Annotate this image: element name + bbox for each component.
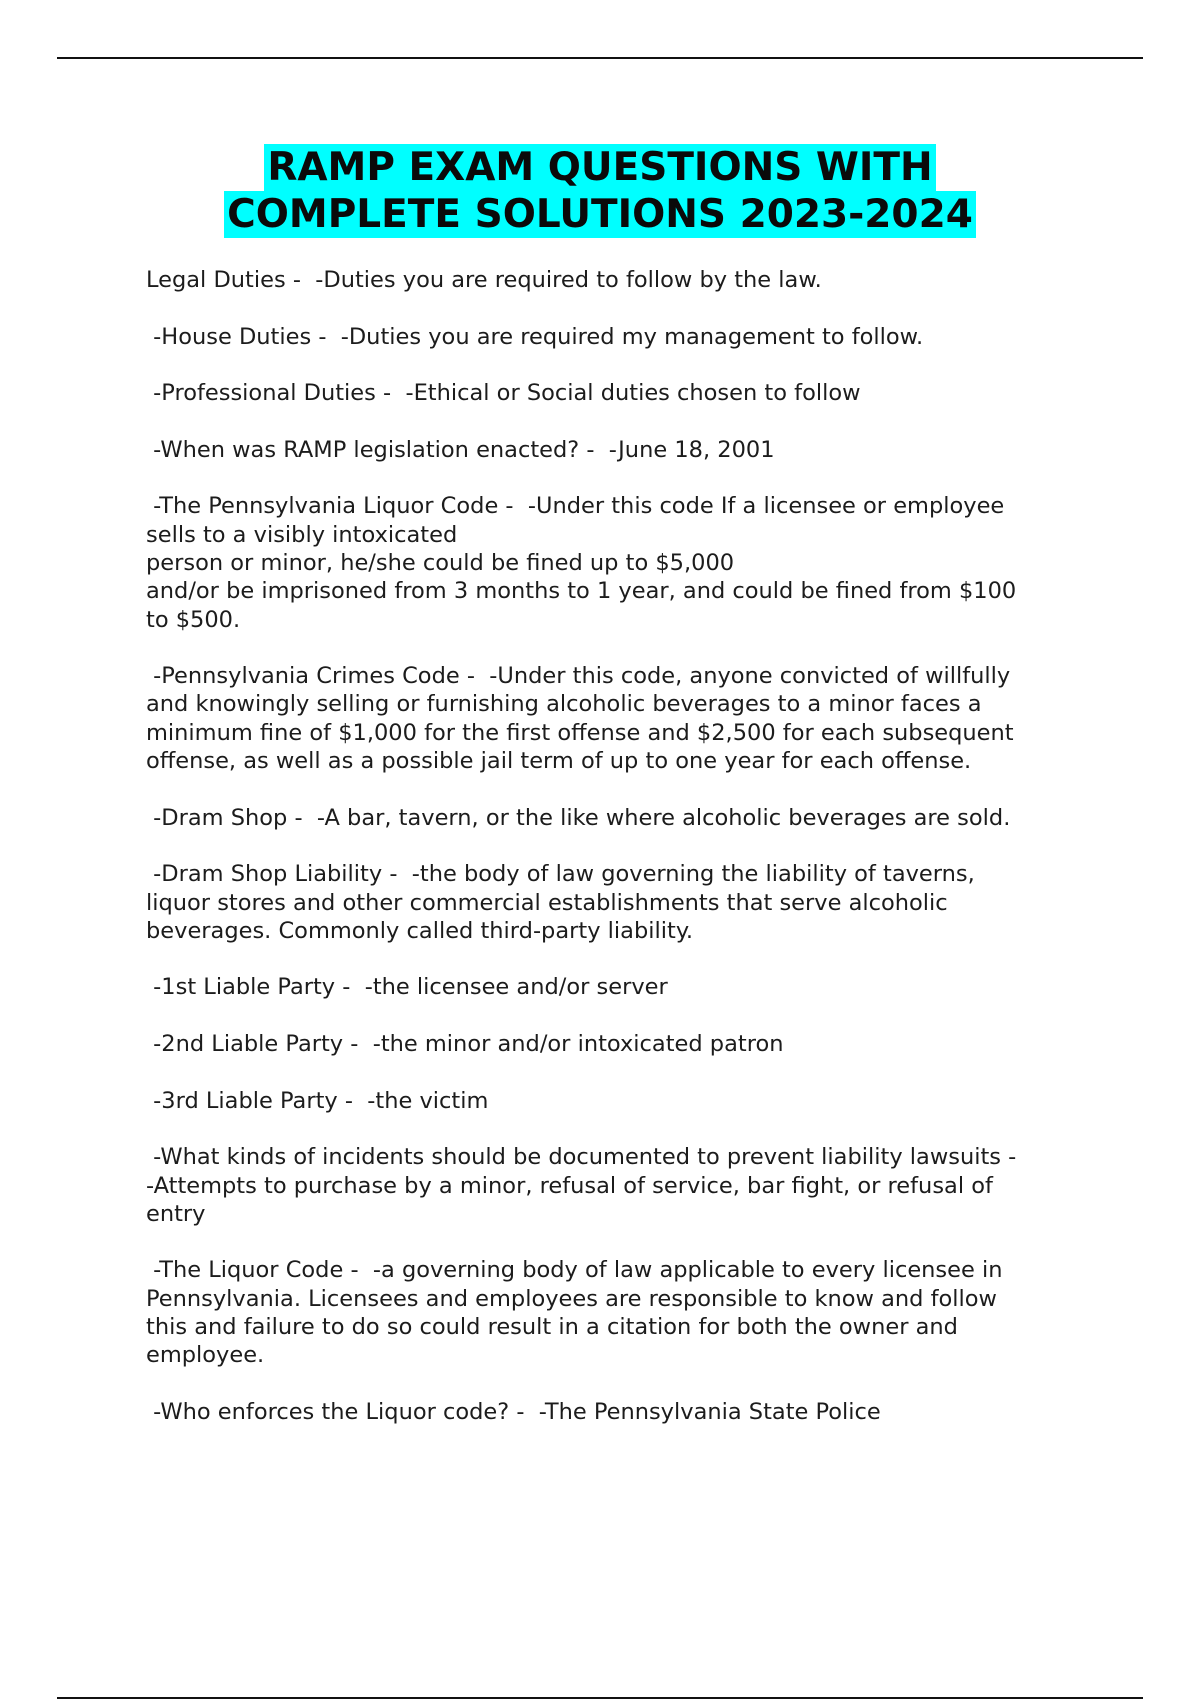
- title-line-1: RAMP EXAM QUESTIONS WITH: [264, 144, 935, 191]
- qa-entry-line: to $500.: [146, 606, 241, 633]
- qa-entry-line: beverages. Commonly called third-party liability.: [146, 917, 694, 944]
- qa-entry-line: -The Liquor Code - -a governing body of law applicable to every licensee in: [146, 1257, 1003, 1284]
- qa-entry-line: -Attempts to purchase by a minor, refusal of service, bar fight, or refusal of: [146, 1172, 993, 1199]
- qa-entry: [146, 1030, 1086, 1058]
- qa-entry-line: -3rd Liable Party - -the victim: [146, 1087, 489, 1114]
- top-rule: [57, 57, 1143, 59]
- qa-entry: [146, 973, 1086, 1001]
- qa-entry: [146, 1256, 1086, 1369]
- qa-entry-line: minimum fine of $1,000 for the first offense and $2,500 for each subsequent: [146, 719, 1014, 746]
- qa-entry: [146, 379, 1086, 407]
- qa-entry-line: -Pennsylvania Crimes Code - -Under this code, anyone convicted of willfully: [146, 663, 1011, 690]
- qa-entry-line: -When was RAMP legislation enacted? - -June 18, 2001: [146, 436, 775, 463]
- qa-entry-line: -1st Liable Party - -the licensee and/or server: [146, 974, 668, 1001]
- qa-entry: [146, 1398, 1086, 1426]
- qa-entry: [146, 323, 1086, 351]
- qa-entry-line: liquor stores and other commercial establishments that serve alcoholic: [146, 889, 948, 916]
- qa-entry: [146, 860, 1086, 945]
- qa-entry-line: -The Pennsylvania Liquor Code - -Under this code If a licensee or employee: [146, 493, 1005, 520]
- title-line-2: COMPLETE SOLUTIONS 2023-2024: [224, 191, 976, 238]
- qa-entry-line: person or minor, he/she could be fined up to $5,000: [146, 549, 735, 576]
- qa-entry-line: this and failure to do so could result in a citation for both the owner and: [146, 1313, 958, 1340]
- qa-entry-line: -What kinds of incidents should be documented to prevent liability lawsuits -: [146, 1144, 1017, 1171]
- qa-entry: [146, 1143, 1086, 1228]
- qa-list: [146, 266, 1086, 1454]
- qa-entry-line: and knowingly selling or furnishing alcoholic beverages to a minor faces a: [146, 691, 982, 718]
- qa-entry-line: -House Duties - -Duties you are required my management to follow.: [146, 323, 924, 350]
- qa-entry: [146, 1087, 1086, 1115]
- qa-entry-line: sells to a visibly intoxicated: [146, 521, 458, 548]
- bottom-rule: [57, 1697, 1143, 1699]
- qa-entry-line: -Who enforces the Liquor code? - -The Pennsylvania State Police: [146, 1398, 881, 1425]
- qa-entry-line: entry: [146, 1200, 206, 1227]
- qa-entry: [146, 436, 1086, 464]
- qa-entry-line: -Dram Shop - -A bar, tavern, or the like where alcoholic beverages are sold.: [146, 804, 1011, 831]
- page-title: [0, 144, 1200, 238]
- qa-entry-line: Pennsylvania. Licensees and employees are responsible to know and follow: [146, 1285, 997, 1312]
- qa-entry-line: -Dram Shop Liability - -the body of law governing the liability of taverns,: [146, 861, 975, 888]
- qa-entry: [146, 266, 1086, 294]
- qa-entry-line: employee.: [146, 1342, 265, 1369]
- qa-entry-line: and/or be imprisoned from 3 months to 1 year, and could be fined from $100: [146, 578, 1017, 605]
- qa-entry-line: offense, as well as a possible jail term of up to one year for each offense.: [146, 748, 972, 775]
- qa-entry: [146, 662, 1086, 775]
- qa-entry-line: Legal Duties - -Duties you are required to follow by the law.: [146, 267, 822, 293]
- qa-entry-line: -Professional Duties - -Ethical or Social duties chosen to follow: [146, 380, 861, 407]
- qa-entry: [146, 492, 1086, 633]
- qa-entry-line: -2nd Liable Party - -the minor and/or intoxicated patron: [146, 1031, 784, 1058]
- qa-entry: [146, 804, 1086, 832]
